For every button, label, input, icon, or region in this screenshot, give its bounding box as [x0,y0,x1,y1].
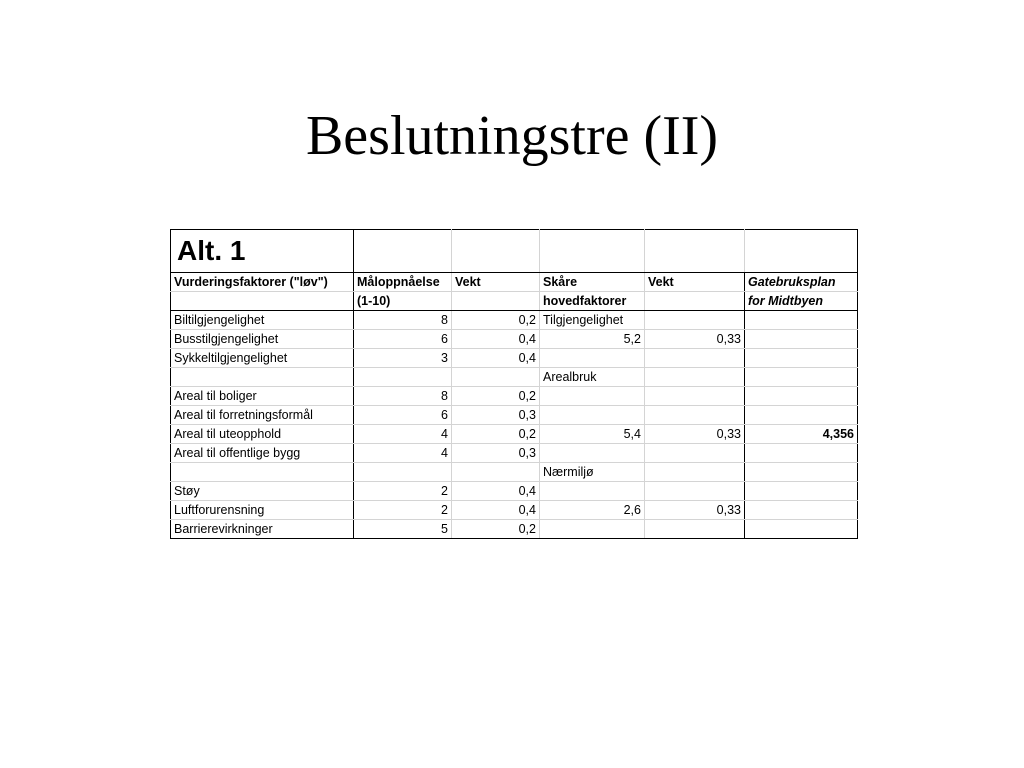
table-cell [745,520,858,539]
table-cell: 0,33 [645,330,745,349]
table-cell: 0,4 [452,482,540,501]
table-cell: Sykkeltilgjengelighet [171,349,354,368]
table-cell [745,406,858,425]
table-cell: Biltilgjengelighet [171,311,354,330]
table-cell [540,406,645,425]
table-cell: 8 [354,311,452,330]
alt-title: Alt. 1 [171,230,354,273]
table-cell [540,520,645,539]
table-cell [645,349,745,368]
col-header-goal: Måloppnåelse [354,273,452,292]
table-cell [745,501,858,520]
table-cell [745,330,858,349]
table-cell: 5,2 [540,330,645,349]
table-cell [452,368,540,387]
table-cell [745,349,858,368]
table-cell [540,349,645,368]
header-row-2 [171,292,858,311]
empty-cell [645,230,745,273]
table-cell: 0,4 [452,501,540,520]
table-cell [645,387,745,406]
table-row [171,406,858,425]
decision-table [170,229,858,539]
col-subheader-plan: for Midtbyen [745,292,858,311]
table-cell: Arealbruk [540,368,645,387]
table-cell: 0,2 [452,425,540,444]
table-cell [452,463,540,482]
table-row [171,463,858,482]
table-cell [540,482,645,501]
table-row [171,482,858,501]
table-cell: Luftforurensning [171,501,354,520]
col-header-plan: Gatebruksplan [745,273,858,292]
table-cell [645,520,745,539]
table-cell [745,444,858,463]
table-cell: 0,2 [452,311,540,330]
col-header-factors: Vurderingsfaktorer ("løv") [171,273,354,292]
table-row [171,330,858,349]
table-cell: 0,4 [452,330,540,349]
table-cell: Barrierevirkninger [171,520,354,539]
table-row [171,349,858,368]
table-cell: 8 [354,387,452,406]
col-header-weight-2: Vekt [645,273,745,292]
table-row [171,368,858,387]
table-cell [745,311,858,330]
table-cell: 0,33 [645,501,745,520]
table-row [171,425,858,444]
table-cell: 2 [354,482,452,501]
table-cell: 4 [354,425,452,444]
table-cell [171,463,354,482]
table-cell [645,406,745,425]
table-cell: Tilgjengelighet [540,311,645,330]
table-cell: Areal til forretningsformål [171,406,354,425]
table-cell: 4 [354,444,452,463]
table-cell [645,482,745,501]
table-row [171,311,858,330]
empty-cell [745,230,858,273]
table-cell: Busstilgjengelighet [171,330,354,349]
table-cell: 5,4 [540,425,645,444]
table-row [171,501,858,520]
table-cell: Nærmiljø [540,463,645,482]
col-header-weight: Vekt [452,273,540,292]
table-cell: Areal til offentlige bygg [171,444,354,463]
table-cell [645,311,745,330]
table-row [171,387,858,406]
col-subheader-main-factors: hovedfaktorer [540,292,645,311]
table-cell [645,444,745,463]
table-cell: 4,356 [745,425,858,444]
col-subheader [452,292,540,311]
table-cell [745,463,858,482]
table-cell [645,463,745,482]
table-cell [354,463,452,482]
table-cell [745,387,858,406]
table-cell: 0,2 [452,520,540,539]
table-cell: 2,6 [540,501,645,520]
empty-cell [540,230,645,273]
empty-cell [354,230,452,273]
table-cell: 0,2 [452,387,540,406]
empty-cell [452,230,540,273]
table-cell: 3 [354,349,452,368]
table-cell [645,368,745,387]
table-cell [540,387,645,406]
alt-row [171,230,858,273]
table-cell: 6 [354,406,452,425]
header-row [171,273,858,292]
table-cell: 0,3 [452,406,540,425]
col-subheader-range: (1-10) [354,292,452,311]
table-cell: 5 [354,520,452,539]
table-cell: 0,33 [645,425,745,444]
table-cell [540,444,645,463]
table-cell [171,368,354,387]
table-cell [354,368,452,387]
table-row [171,444,858,463]
table-cell: Areal til uteopphold [171,425,354,444]
table-cell: Støy [171,482,354,501]
table-cell: 6 [354,330,452,349]
table-cell: 0,3 [452,444,540,463]
slide-title: Beslutningstre (II) [305,105,719,167]
col-subheader [645,292,745,311]
table-row [171,520,858,539]
table-cell [745,482,858,501]
table-cell: Areal til boliger [171,387,354,406]
table-cell: 0,4 [452,349,540,368]
table-cell: 2 [354,501,452,520]
col-subheader [171,292,354,311]
col-header-score: Skåre [540,273,645,292]
table-cell [745,368,858,387]
